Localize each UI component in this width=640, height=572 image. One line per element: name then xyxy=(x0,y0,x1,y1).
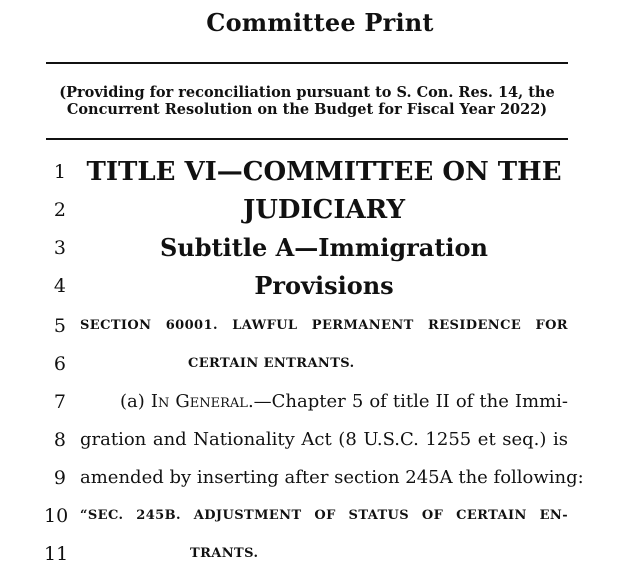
body-text: amended by inserting after section 245A the following: xyxy=(80,467,584,488)
line-number: 8 xyxy=(53,429,66,451)
quoted-section-heading: “SEC. 245B. ADJUSTMENT OF STATUS OF CERTAIN EN- xyxy=(80,508,568,523)
text-line xyxy=(0,384,640,420)
subtitle-heading-cont: Provisions xyxy=(254,271,394,300)
line-number: 11 xyxy=(44,543,69,565)
bottom-divider xyxy=(46,138,568,140)
quoted-section-heading-cont: TRANTS. xyxy=(190,546,259,561)
line-number: 9 xyxy=(53,467,66,489)
text-line xyxy=(0,192,640,228)
body-text: gration and Nationality Act (8 U.S.C. 1255 et seq.) is xyxy=(80,429,568,450)
subtitle-heading: Subtitle A—Immigration xyxy=(160,233,488,262)
body-text-run: .—Chapter 5 of title II of the Immi- xyxy=(247,391,569,412)
text-line xyxy=(0,422,640,458)
text-line xyxy=(0,308,640,344)
line-number: 10 xyxy=(44,505,69,527)
text-line xyxy=(0,268,640,304)
title-heading-cont: JUDICIARY xyxy=(242,195,406,225)
text-line xyxy=(0,460,640,496)
text-line xyxy=(0,346,640,382)
section-heading: SECTION 60001. LAWFUL PERMANENT RESIDENCE FOR xyxy=(80,318,568,333)
line-number: 6 xyxy=(53,353,66,375)
subsection-heading: In General xyxy=(150,391,248,412)
text-line xyxy=(0,230,640,266)
text-line xyxy=(0,154,640,190)
subsection-designator: (a) xyxy=(120,391,151,412)
line-number: 5 xyxy=(53,315,66,337)
section-heading-cont: CERTAIN ENTRANTS. xyxy=(188,356,355,371)
page-title: Committee Print xyxy=(206,8,434,37)
line-number: 4 xyxy=(53,275,66,297)
body-text xyxy=(80,384,568,420)
text-line xyxy=(0,498,640,534)
line-number: 2 xyxy=(53,199,66,221)
title-heading: TITLE VI—COMMITTEE ON THE xyxy=(86,157,562,187)
top-divider xyxy=(46,62,568,64)
purpose-line-1: (Providing for reconciliation pursuant to S. Con. Res. 14, the xyxy=(59,84,555,101)
line-number: 3 xyxy=(53,237,66,259)
line-number: 1 xyxy=(53,161,66,183)
text-line xyxy=(0,536,640,572)
purpose-line-2: Concurrent Resolution on the Budget for Fiscal Year 2022) xyxy=(66,101,548,118)
purpose-statement xyxy=(46,84,568,118)
line-number: 7 xyxy=(53,391,66,413)
